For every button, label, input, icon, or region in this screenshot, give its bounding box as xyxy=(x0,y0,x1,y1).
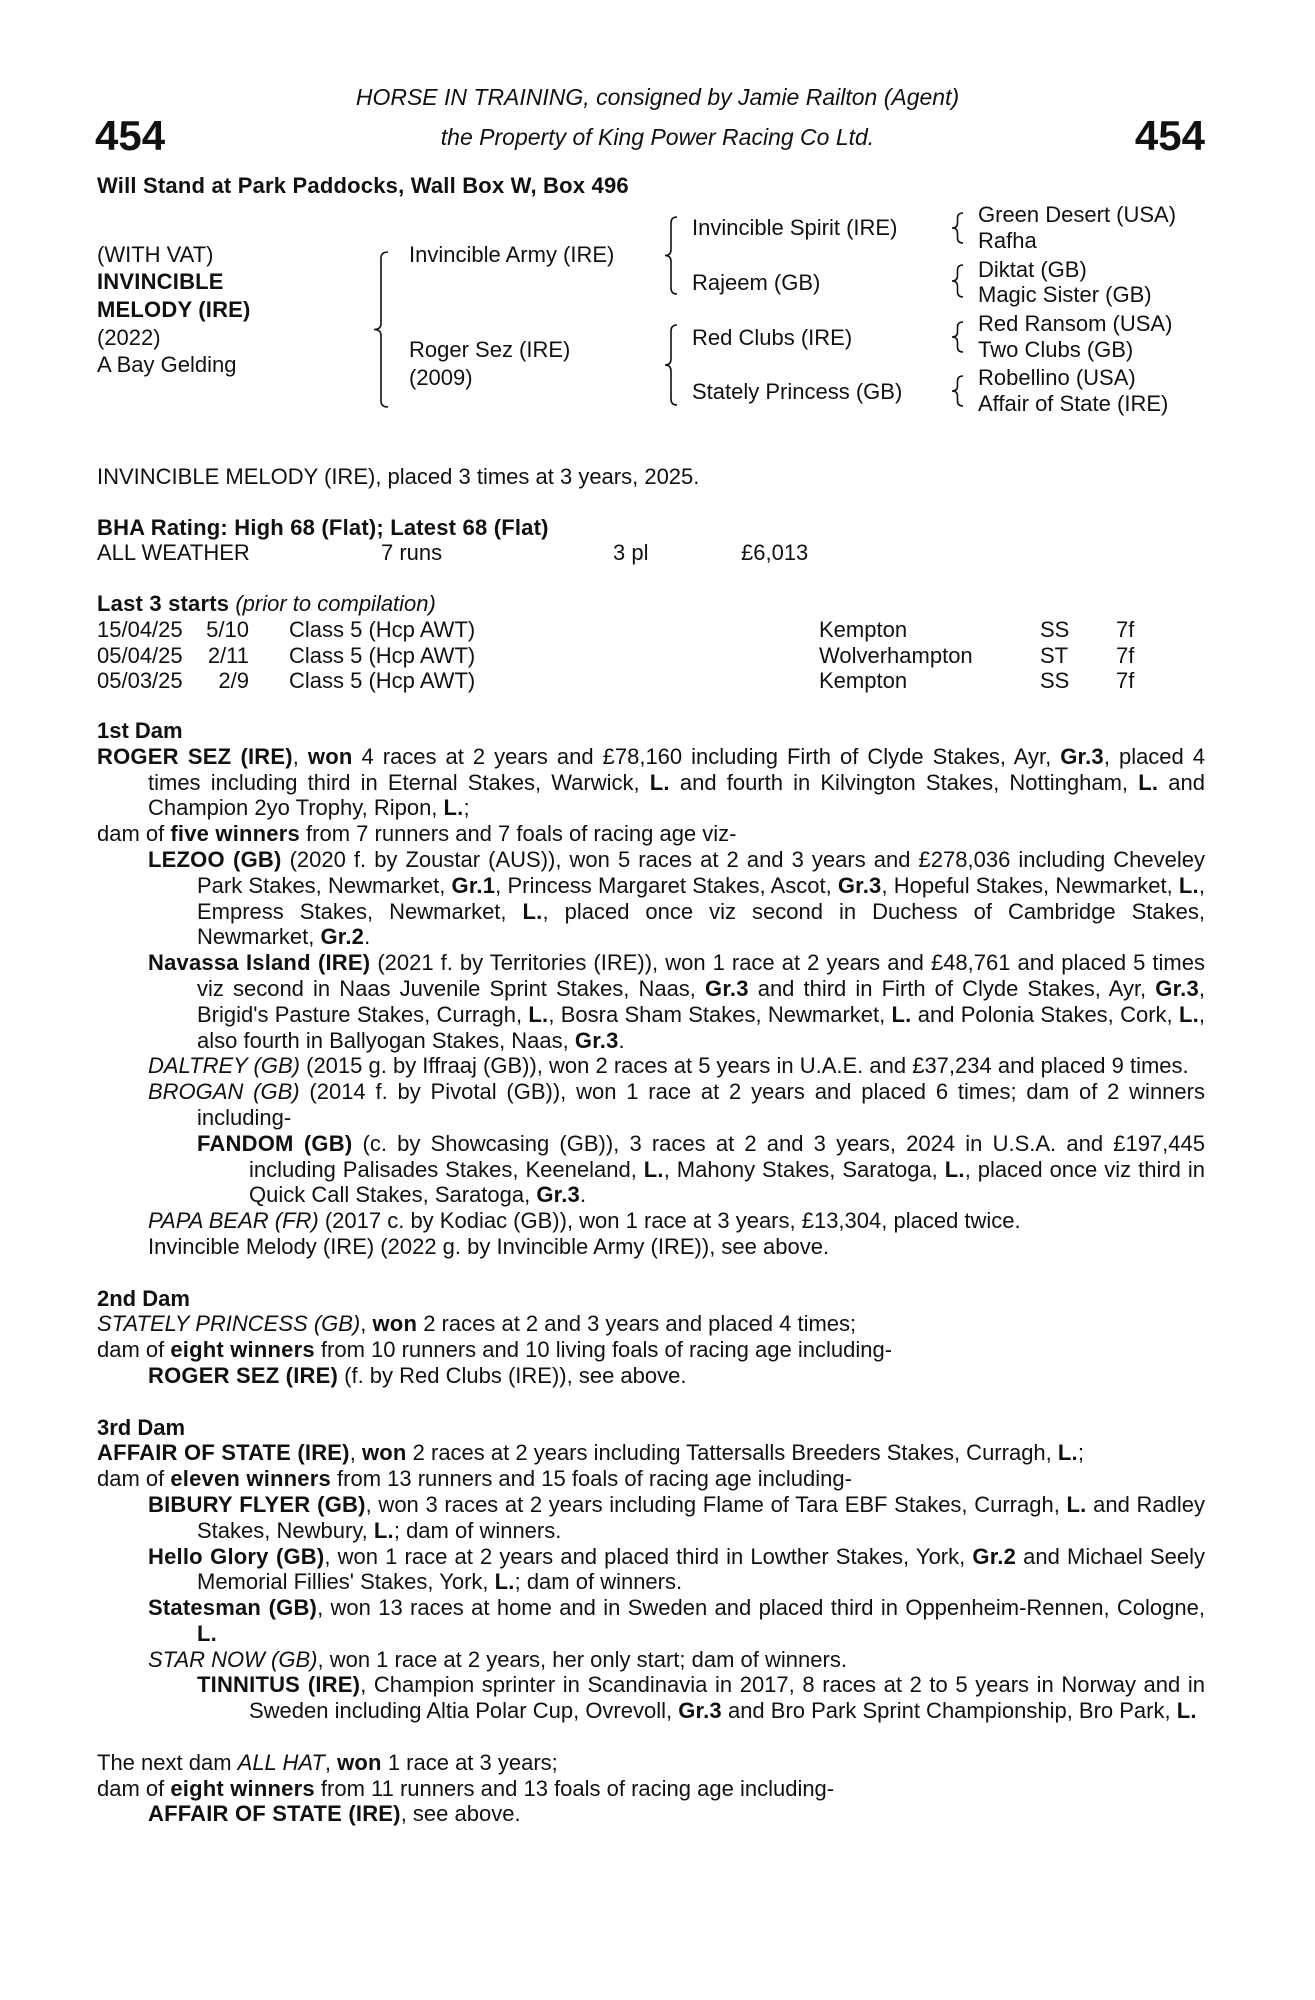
text: (2017 c. by Kodiac (GB)), won 1 race at 3 years, £13,304, placed twice. xyxy=(318,1208,1021,1234)
start-going: SS xyxy=(1040,617,1070,642)
last-starts-note: (prior to compilation) xyxy=(235,591,436,616)
produce-entry xyxy=(97,1234,1205,1260)
text: 2 races at 2 years including Tattersalls Breeders Stakes, Curragh, xyxy=(406,1440,1058,1466)
start-date: 15/04/25 xyxy=(97,617,183,642)
horse-description: A Bay Gelding xyxy=(97,352,237,377)
text: , xyxy=(324,1749,338,1775)
bold-text: won xyxy=(337,1749,382,1775)
bold-text: Gr.2 xyxy=(972,1543,1016,1569)
bold-text: L. xyxy=(1138,769,1159,795)
pedigree-gen4: Rafha xyxy=(978,228,1037,253)
bold-text: L. xyxy=(643,1156,664,1182)
pedigree-gen4: Green Desert (USA) xyxy=(978,202,1177,227)
dam-section xyxy=(97,718,1205,1260)
bold-text: L. xyxy=(443,795,464,821)
bold-text: Hello Glory (GB) xyxy=(148,1543,325,1569)
produce-entry xyxy=(97,1466,1205,1492)
bold-text: L. xyxy=(649,769,670,795)
bha-rating-title: BHA Rating: High 68 (Flat); Latest 68 (Flat) xyxy=(97,515,549,540)
section-heading: 3rd Dam xyxy=(97,1414,186,1440)
text: (2021 f. by Territories (IRE)), won 1 race at 2 years and £48,761 and placed 5 times viz second in Naas Juvenile Sprint Stakes, Naas, xyxy=(197,950,1205,1001)
bold-text: Gr.3 xyxy=(1155,975,1199,1001)
produce-entry xyxy=(97,1053,1205,1079)
brace-icon xyxy=(952,265,963,297)
start-pos: 5/10 xyxy=(206,617,249,642)
text: , won 13 races at home and in Sweden and placed third in Oppenheim-Rennen, Cologne, xyxy=(317,1595,1205,1621)
text: , placed once viz third in Quick Call Stakes, Saratoga, xyxy=(249,1156,1205,1208)
bold-text: L. xyxy=(891,1001,912,1027)
text: from 10 runners and 10 living foals of racing age including- xyxy=(314,1337,893,1363)
produce-entry xyxy=(97,1363,1205,1389)
start-class: Class 5 (Hcp AWT) xyxy=(289,668,476,693)
start-class: Class 5 (Hcp AWT) xyxy=(289,642,476,668)
text: , xyxy=(360,1311,373,1337)
text: and third in Firth of Clyde Stakes, Ayr, xyxy=(748,975,1156,1001)
text: dam of xyxy=(97,1466,171,1492)
bold-text: BIBURY FLYER (GB) xyxy=(148,1491,366,1517)
produce-entry xyxy=(97,1801,1205,1827)
produce-entry xyxy=(97,1337,1205,1363)
text: and Champion 2yo Trophy, Ripon, xyxy=(148,769,1205,821)
text: , also fourth in Ballyogan Stakes, Naas, xyxy=(197,1001,1206,1053)
text: (2020 f. by Zoustar (AUS)), won 5 races at 2 and 3 years and £278,036 including Cheveley Park Stakes, Newmarket, xyxy=(197,846,1205,898)
text: dam of xyxy=(97,821,171,847)
start-pos: 2/9 xyxy=(218,668,249,693)
start-course: Wolverhampton xyxy=(819,642,973,668)
produce-entry xyxy=(97,821,1205,847)
location-line: Will Stand at Park Paddocks, Wall Box W, Box 496 xyxy=(97,173,629,198)
text: , Hopeful Stakes, Newmarket, xyxy=(881,872,1179,898)
bold-text: L. xyxy=(528,1001,549,1027)
text: ; xyxy=(463,795,470,821)
produce-entry xyxy=(97,1595,1205,1647)
bold-text: Gr.3 xyxy=(678,1698,722,1724)
pedigree-gen4: Robellino (USA) xyxy=(978,365,1136,390)
text: , Princess Margaret Stakes, Ascot, xyxy=(495,872,838,898)
pedigree-gen3: Invincible Spirit (IRE) xyxy=(692,215,898,240)
text: , Mahony Stakes, Saratoga, xyxy=(663,1156,945,1182)
section-heading: 2nd Dam xyxy=(97,1285,190,1311)
text: Invincible Melody (IRE) (2022 g. by Invincible Army (IRE)), see above. xyxy=(148,1233,830,1259)
text: . xyxy=(364,924,371,950)
dam-produce-record xyxy=(97,718,1205,1827)
brace-icon xyxy=(952,213,963,243)
pedigree-sire: Invincible Army (IRE) xyxy=(409,242,615,267)
bold-text: eleven winners xyxy=(170,1466,331,1492)
text: and Bro Park Sprint Championship, Bro Park, xyxy=(721,1698,1177,1724)
bold-text: Gr.3 xyxy=(1060,743,1104,769)
pedigree-gen4: Magic Sister (GB) xyxy=(978,282,1152,307)
start-pos: 2/11 xyxy=(207,642,249,668)
brace-icon xyxy=(952,376,963,406)
text: The next dam xyxy=(97,1749,238,1775)
text: ; dam of winners. xyxy=(514,1569,683,1595)
text: dam of xyxy=(97,1775,171,1801)
pedigree-gen3: Rajeem (GB) xyxy=(692,270,821,295)
race-summary: INVINCIBLE MELODY (IRE), placed 3 times at 3 years, 2025. xyxy=(97,464,700,489)
text: , see above. xyxy=(400,1801,521,1827)
bold-text: L. xyxy=(1057,1440,1078,1466)
bold-text: won xyxy=(307,743,353,769)
bold-text: Gr.3 xyxy=(705,975,749,1001)
dam-section xyxy=(97,1415,1205,1725)
text: , Bosra Sham Stakes, Newmarket, xyxy=(548,1001,892,1027)
rating-placed: 3 pl xyxy=(613,540,649,565)
produce-entry xyxy=(97,1079,1205,1131)
consignment-line: HORSE IN TRAINING, consigned by Jamie Railton (Agent) xyxy=(355,84,960,110)
pedigree-dam: Roger Sez (IRE) xyxy=(409,337,571,362)
produce-entry xyxy=(97,1776,1205,1802)
brace-icon xyxy=(374,252,388,407)
text: 4 races at 2 years and £78,160 including Firth of Clyde Stakes, Ayr, xyxy=(352,743,1061,769)
dam-section xyxy=(97,1286,1205,1389)
horse-name-line2: MELODY (IRE) xyxy=(97,297,251,322)
text: , Empress Stakes, Newmarket, xyxy=(197,872,1205,924)
text: (2014 f. by Pivotal (GB)), won 1 race at 2 years and placed 6 times; dam of 2 winners including- xyxy=(197,1079,1205,1130)
bold-text: won xyxy=(372,1311,418,1337)
bold-text: five winners xyxy=(170,821,300,847)
bold-text: Navassa Island (IRE) xyxy=(148,950,371,976)
property-line: the Property of King Power Racing Co Ltd. xyxy=(440,124,875,150)
start-dist: 7f xyxy=(1116,668,1135,693)
text: dam of xyxy=(97,1337,171,1363)
rating-earnings: £6,013 xyxy=(741,540,809,565)
bold-text: FANDOM (GB) xyxy=(197,1130,353,1156)
produce-entry xyxy=(97,1440,1205,1466)
last-starts-title: Last 3 starts xyxy=(97,591,230,616)
start-date: 05/04/25 xyxy=(97,642,183,668)
italic-text: ALL HAT xyxy=(237,1749,325,1775)
text: ; xyxy=(1077,1440,1084,1466)
text: (f. by Red Clubs (IRE)), see above. xyxy=(338,1362,687,1388)
text: and Polonia Stakes, Cork, xyxy=(911,1001,1179,1027)
text: (c. by Showcasing (GB)), 3 races at 2 and 3 years, 2024 in U.S.A. and £197,445 including Palisades Stakes, Keeneland, xyxy=(249,1130,1205,1182)
text: , xyxy=(292,743,308,769)
bold-text: L. xyxy=(1178,872,1199,898)
italic-text: BROGAN (GB) xyxy=(148,1079,300,1105)
pedigree-gen4: Two Clubs (GB) xyxy=(978,337,1134,362)
start-dist: 7f xyxy=(1116,642,1135,668)
dam-section xyxy=(97,1750,1205,1827)
italic-text: STAR NOW (GB) xyxy=(148,1646,318,1672)
produce-entry xyxy=(97,1311,1205,1337)
bold-text: Gr.3 xyxy=(536,1182,580,1208)
text: 2 races at 2 and 3 years and placed 4 times; xyxy=(417,1311,857,1337)
bold-text: LEZOO (GB) xyxy=(148,846,282,872)
start-date: 05/03/25 xyxy=(97,668,183,693)
bold-text: L. xyxy=(944,1156,965,1182)
text: ; dam of winners. xyxy=(393,1517,562,1543)
start-course: Kempton xyxy=(819,617,908,642)
bold-text: won xyxy=(361,1440,407,1466)
pedigree-gen3: Stately Princess (GB) xyxy=(692,379,903,404)
produce-entry xyxy=(97,1208,1205,1234)
rating-runs: 7 runs xyxy=(381,540,443,565)
rating-surface: ALL WEATHER xyxy=(97,540,250,565)
bold-text: TINNITUS (IRE) xyxy=(197,1672,361,1698)
bold-text: L. xyxy=(197,1620,217,1646)
start-going: SS xyxy=(1040,668,1070,693)
text: and Radley Stakes, Newbury, xyxy=(197,1491,1205,1543)
text: . xyxy=(618,1027,625,1053)
brace-icon xyxy=(952,322,963,352)
pedigree-gen4: Red Ransom (USA) xyxy=(978,311,1173,336)
text: from 11 runners and 13 foals of racing age including- xyxy=(314,1775,835,1801)
produce-entry xyxy=(97,1131,1205,1208)
bold-text: Statesman (GB) xyxy=(148,1595,318,1621)
bold-text: Gr.3 xyxy=(574,1027,619,1053)
produce-entry xyxy=(97,744,1205,821)
text: , xyxy=(349,1440,362,1466)
bold-text: AFFAIR OF STATE (IRE) xyxy=(97,1440,350,1466)
bold-text: ROGER SEZ (IRE) xyxy=(97,743,293,769)
text: , Champion sprinter in Scandinavia in 2017, 8 races at 2 to 5 years in Norway and in Sweden including Altia Polar Cup, Ovrevoll, xyxy=(249,1672,1205,1724)
italic-text: PAPA BEAR (FR) xyxy=(148,1208,319,1234)
start-dist: 7f xyxy=(1116,617,1135,642)
bold-text: ROGER SEZ (IRE) xyxy=(148,1362,339,1388)
text: , placed 4 times including third in Eternal Stakes, Warwick, xyxy=(148,743,1206,795)
start-class: Class 5 (Hcp AWT) xyxy=(289,617,476,642)
start-going: ST xyxy=(1040,642,1069,668)
text: , Brigid's Pasture Stakes, Curragh, xyxy=(197,975,1205,1027)
bold-text: L. xyxy=(1176,1698,1197,1724)
text: and fourth in Kilvington Stakes, Nottingham, xyxy=(669,769,1139,795)
text: and Michael Seely Memorial Fillies' Stakes, York, xyxy=(197,1543,1205,1595)
bold-text: Gr.1 xyxy=(451,872,496,898)
text: from 13 runners and 15 foals of racing age including- xyxy=(330,1466,852,1492)
horse-year: (2022) xyxy=(97,325,161,350)
bold-text: L. xyxy=(522,898,543,924)
text: from 7 runners and 7 foals of racing age viz- xyxy=(299,821,737,847)
bold-text: L. xyxy=(494,1569,515,1595)
bold-text: Gr.2 xyxy=(320,924,365,950)
produce-entry xyxy=(97,1647,1205,1673)
lot-number-left: 454 xyxy=(95,112,166,159)
text: (2015 g. by Iffraaj (GB)), won 2 races at 5 years in U.A.E. and £37,234 and placed 9 times. xyxy=(300,1053,1189,1079)
start-course: Kempton xyxy=(819,668,908,693)
produce-entry xyxy=(97,1544,1205,1596)
brace-icon xyxy=(665,217,677,294)
text: , won 3 races at 2 years including Flame of Tara EBF Stakes, Curragh, xyxy=(365,1491,1067,1517)
horse-name-line1: INVINCIBLE xyxy=(97,269,224,294)
bold-text: eight winners xyxy=(170,1775,315,1801)
vat-label: (WITH VAT) xyxy=(97,242,214,267)
lot-number-right: 454 xyxy=(1134,112,1205,159)
produce-entry xyxy=(97,950,1205,1053)
pedigree-gen4: Diktat (GB) xyxy=(978,257,1087,282)
bold-text: Gr.3 xyxy=(837,872,882,898)
produce-entry xyxy=(97,847,1205,950)
pedigree-gen3: Red Clubs (IRE) xyxy=(692,325,853,350)
italic-text: DALTREY (GB) xyxy=(148,1053,300,1079)
pedigree-gen4: Affair of State (IRE) xyxy=(978,391,1169,416)
brace-icon xyxy=(665,325,677,405)
text: , won 1 race at 2 years and placed third in Lowther Stakes, York, xyxy=(324,1543,973,1569)
section-heading: 1st Dam xyxy=(97,718,183,743)
text: 1 race at 3 years; xyxy=(381,1749,558,1775)
text: . xyxy=(579,1182,587,1208)
produce-entry xyxy=(97,1492,1205,1544)
bold-text: L. xyxy=(1066,1491,1087,1517)
bold-text: L. xyxy=(1178,1001,1199,1027)
produce-entry xyxy=(97,1672,1205,1724)
text: , placed once viz second in Duchess of Cambridge Stakes, Newmarket, xyxy=(197,898,1205,950)
bold-text: eight winners xyxy=(170,1337,315,1363)
pedigree-dam-year: (2009) xyxy=(409,365,473,390)
last-starts-heading xyxy=(97,591,436,617)
italic-text: STATELY PRINCESS (GB) xyxy=(97,1311,361,1337)
produce-entry xyxy=(97,1750,1205,1776)
bold-text: AFFAIR OF STATE (IRE) xyxy=(148,1801,401,1827)
bold-text: L. xyxy=(373,1517,394,1543)
text: , won 1 race at 2 years, her only start; dam of winners. xyxy=(317,1646,847,1672)
